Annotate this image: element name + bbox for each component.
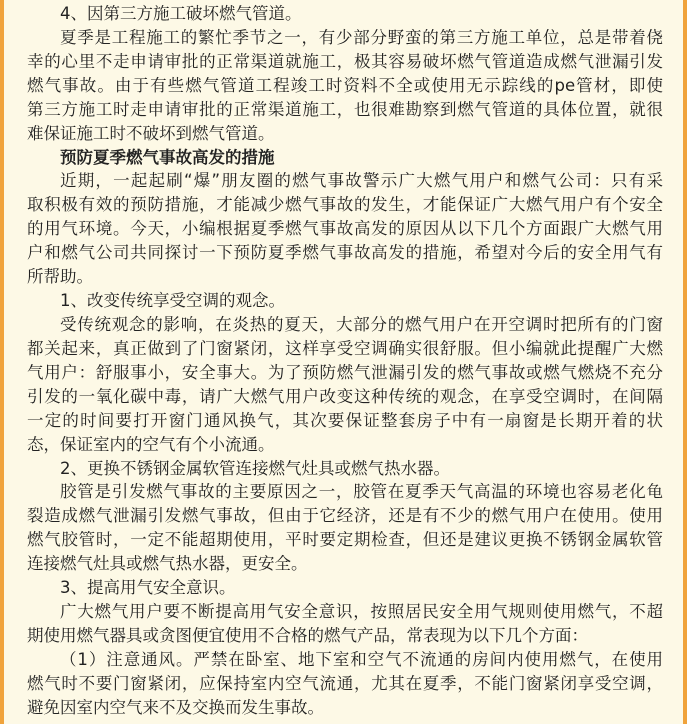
item-heading-third-party-construction [27, 2, 663, 26]
text-line: 燃气胶管时，一定不能超期使用，平时要定期检查，但还是建议更换不锈钢金属软管 [27, 530, 663, 550]
item-heading-stainless-hose [27, 457, 663, 481]
body-paragraph [27, 480, 663, 576]
text-line: 燃气时不要门窗紧闭，应保持室内空气流通，尤其在夏季，不能门窗紧闭享受空调， [27, 673, 663, 693]
text-line: 取积极有效的预防措施，才能减少燃气事故的发生，才能保证广大燃气用户有个安全 [27, 195, 663, 215]
text-line: 3、提高用气安全意识。 [60, 578, 236, 598]
section-title [27, 146, 663, 170]
section-title-text: 预防夏季燃气事故高发的措施 [60, 147, 275, 167]
text-line: 一定的时间要打开窗门通风换气，其次要保证整套房子中有一扇窗是长期开着的状 [27, 410, 663, 430]
text-line: 燃气事故。由于有些燃气管道工程竣工时资料不全或使用无示踪线的pe管材，即使 [27, 75, 663, 95]
body-paragraph [27, 600, 663, 648]
text-line: 态，保证室内的空气有个小流通。 [27, 434, 275, 454]
text-line: 户和燃气公司共同探讨一下预防夏季燃气事故高发的措施，希望对今后的安全用气有 [27, 243, 663, 263]
text-line: 所帮助。 [27, 267, 93, 287]
text-line: 夏季是工程施工的繁忙季节之一，有少部分野蛮的第三方施工单位，总是带着侥 [60, 27, 663, 47]
item-heading-safety-awareness [27, 576, 663, 600]
text-line: 避免因室内空气来不及交换而发生事故。 [27, 697, 324, 717]
body-paragraph [27, 26, 663, 146]
item-heading-air-conditioning [27, 289, 663, 313]
article-body [27, 2, 663, 720]
text-line: 引发的一氧化碳中毒，请广大燃气用户改变这种传统的观念，在享受空调时，在间隔 [27, 386, 663, 406]
text-line: 胶管是引发燃气事故的主要原因之一，胶管在夏季天气高温的环境也容易老化龟 [60, 482, 663, 502]
text-line: 近期，一起起刷“爆”朋友圈的燃气事故警示广大燃气用户和燃气公司：只有采 [60, 171, 663, 191]
text-line: （1）注意通风。严禁在卧室、地下室和空气不流通的房间内使用燃气，在使用 [60, 649, 663, 669]
text-line: 都关起来，真正做到了门窗紧闭，这样享受空调确实很舒服。但小编就此提醒广大燃 [27, 338, 663, 358]
body-paragraph [27, 169, 663, 289]
text-line: 受传统观念的影响，在炎热的夏天，大部分的燃气用户在开空调时把所有的门窗 [60, 314, 663, 334]
text-line: 裂造成燃气泄漏引发燃气事故，但由于它经济，还是有不少的燃气用户在使用。使用 [27, 506, 663, 526]
text-line: 的用气环境。今天，小编根据夏季燃气事故高发的原因从以下几个方面跟广大燃气用 [27, 219, 663, 239]
text-line: 期使用燃气器具或贪图便宜使用不合格的燃气产品，常表现为以下几个方面： [27, 625, 588, 645]
text-line: 2、更换不锈钢金属软管连接燃气灶具或燃气热水器。 [60, 458, 450, 478]
text-line: 气用户：舒服事小，安全事大。为了预防燃气泄漏引发的燃气事故或燃气燃烧不充分 [27, 362, 663, 382]
text-line: 第三方施工时走申请审批的正常渠道施工，也很难勘察到燃气管道的具体位置，就很 [27, 99, 663, 119]
sub-item-ventilation [27, 648, 663, 720]
text-line: 4、因第三方施工破坏燃气管道。 [60, 4, 302, 23]
text-line: 广大燃气用户要不断提高用气安全意识，按照居民安全用气规则使用燃气，不超 [60, 602, 663, 622]
body-paragraph [27, 313, 663, 457]
text-line: 1、改变传统享受空调的观念。 [60, 291, 285, 311]
text-line: 幸的心里不走申请审批的正常渠道就施工，极其容易破坏燃气管道造成燃气泄漏引发 [27, 51, 663, 71]
text-line: 连接燃气灶具或燃气热水器，更安全。 [27, 554, 308, 574]
text-line: 难保证施工时不破坏到燃气管道。 [27, 123, 275, 143]
